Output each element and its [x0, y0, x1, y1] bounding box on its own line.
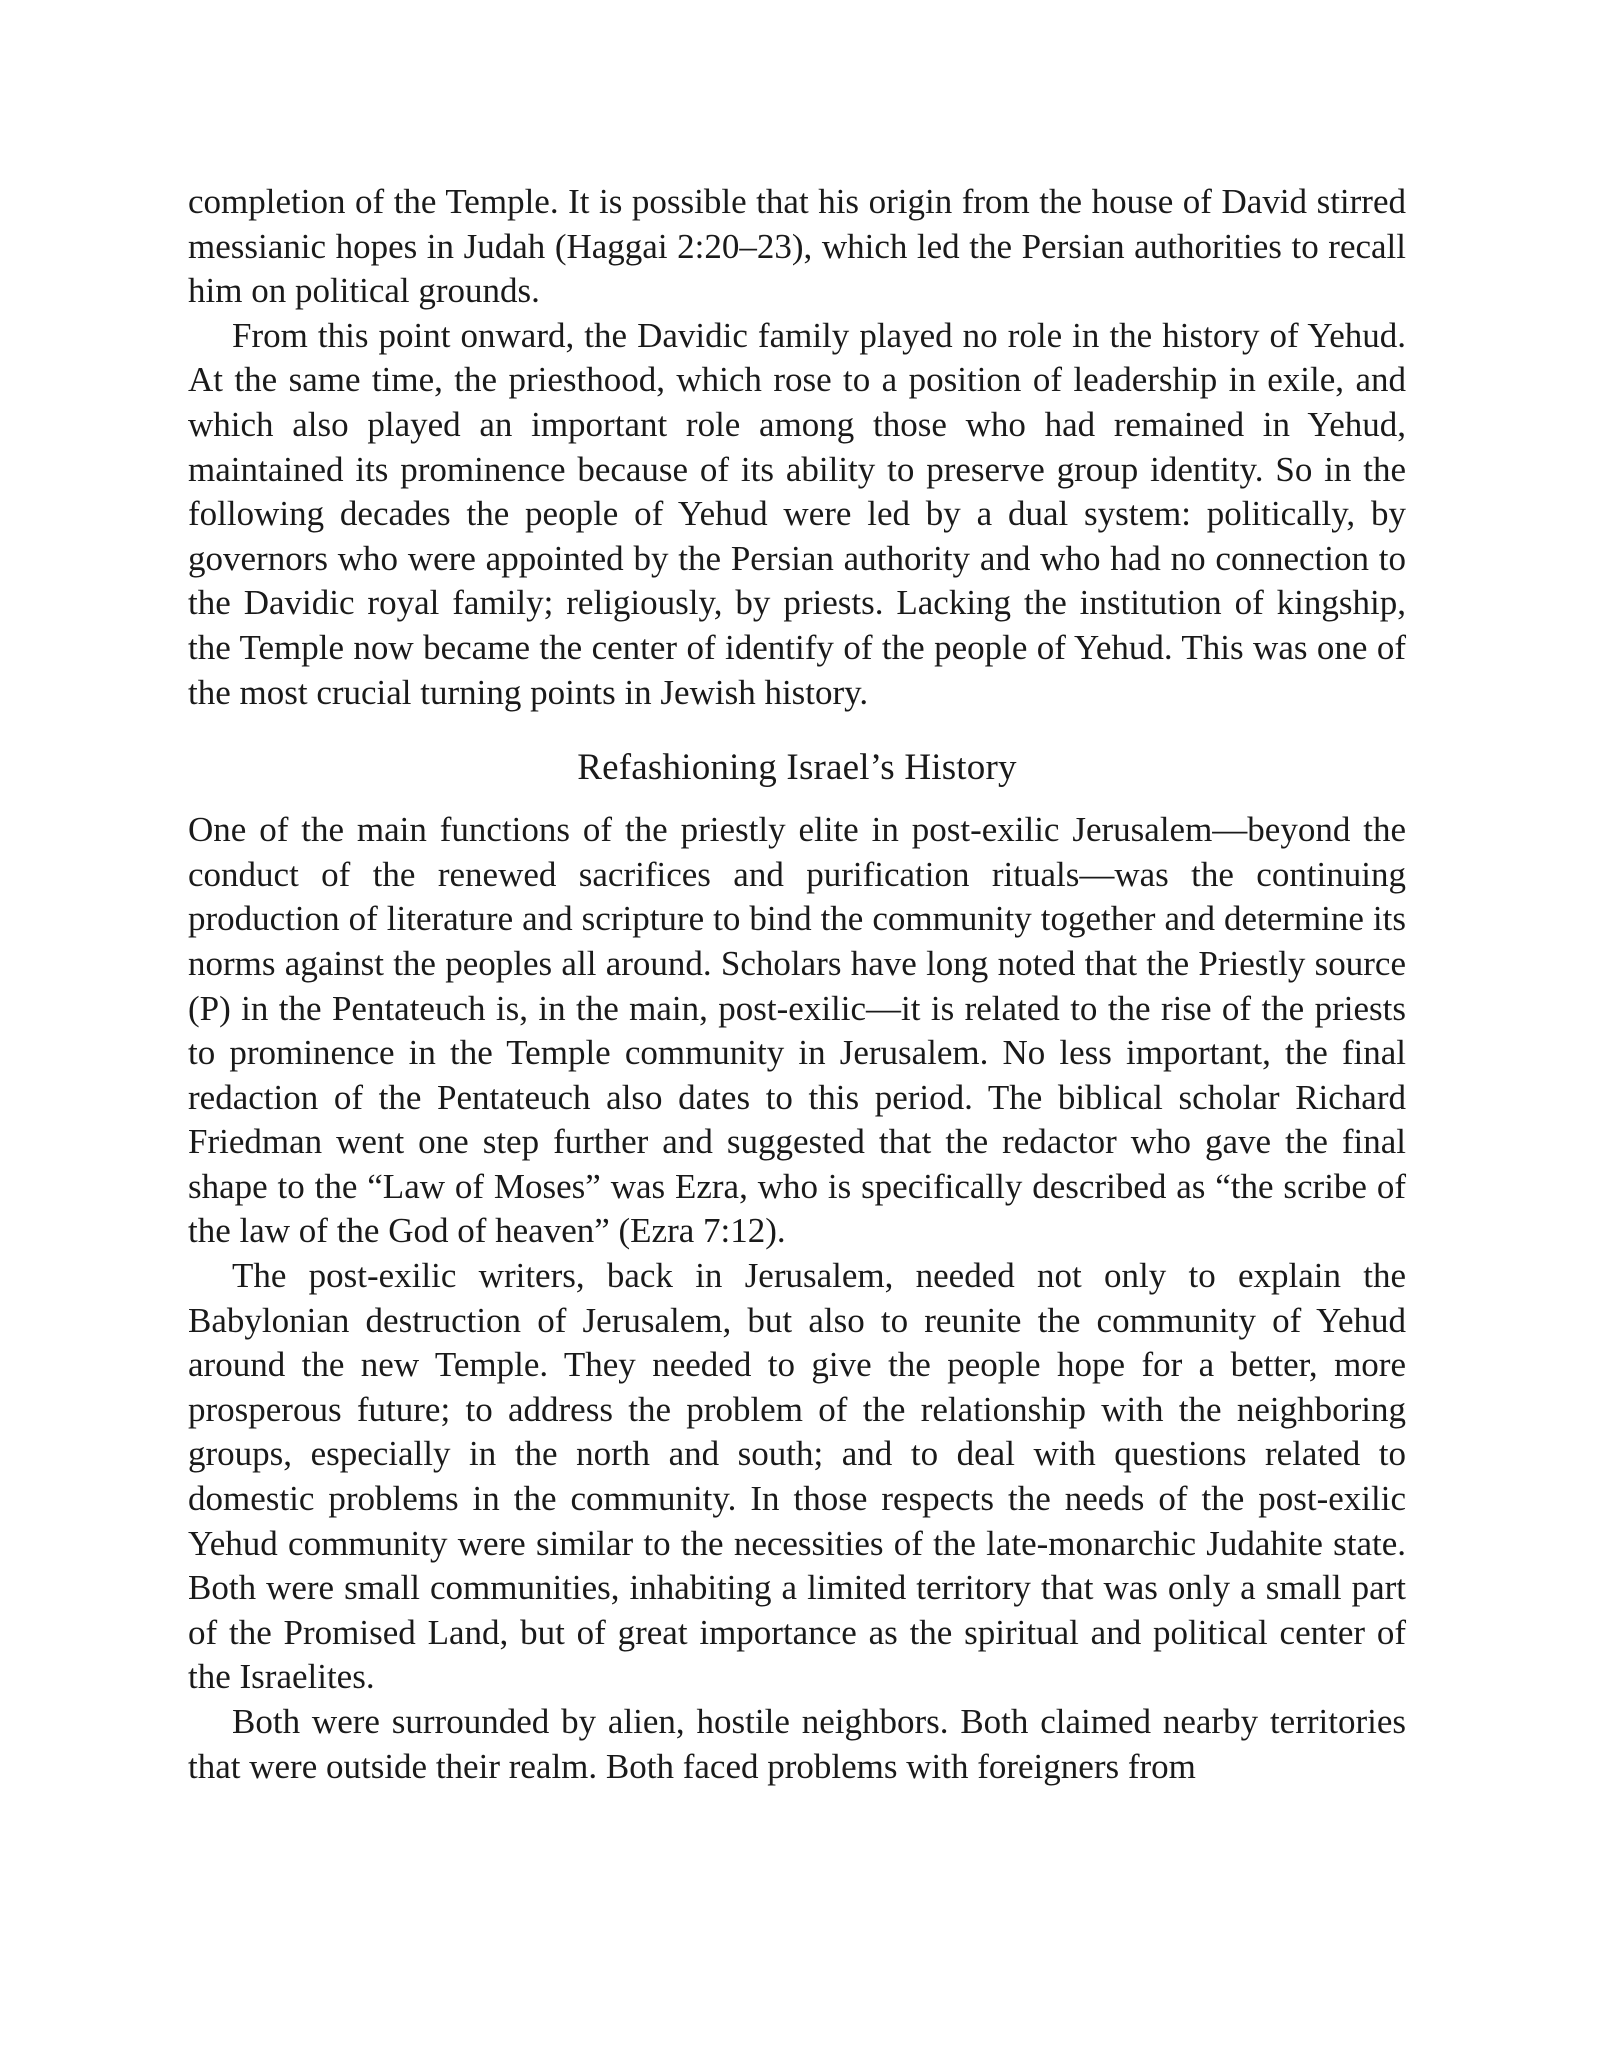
- paragraph-hostile-neighbors: Both were surrounded by alien, hostile neighbors. Both claimed nearby territories that were outside their realm. Both faced problems with foreigners from: [188, 1702, 1406, 1786]
- paragraph-priestly-elite: One of the main functions of the priestly elite in post-exilic Jerusalem—beyond the conduct of the renewed sacrifices and purification rituals—was the continuing production of literature and scripture to bind the community together and determine its norms against the peoples all around. Scholars have long noted that the Priestly source (P) in the Pentateuch is, in the main, post-exilic—it is related to the rise of the priests to prominence in the Temple community in Jerusalem. No less important, the final redaction of the Pentateuch also dates to this period. The biblical scholar Richard Friedman went one step further and suggested that the redactor who gave the final shape to the “Law of Moses” was Ezra, who is specifically described as “the scribe of the law of the God of heaven” (Ezra 7:12).: [188, 810, 1406, 1251]
- section-heading: Refashioning Israel’s History: [577, 747, 1017, 789]
- book-page: [188, 180, 1406, 1789]
- paragraph-post-exilic-writers: The post-exilic writers, back in Jerusalem, needed not only to explain the Babylonian destruction of Jerusalem, but also to reunite the community of Yehud around the new Temple. They needed to give the people hope for a better, more prosperous future; to address the problem of the relationship with the neighboring groups, especially in the north and south; and to deal with questions related to domestic problems in the community. In those respects the needs of the post-exilic Yehud community were similar to the necessities of the late-monarchic Judahite state. Both were small communities, inhabiting a limited territory that was only a small part of the Promised Land, but of great importance as the spiritual and political center of the Israelites.: [188, 1256, 1406, 1697]
- paragraph-davidic-family: From this point onward, the Davidic family played no role in the history of Yehud. At the same time, the priesthood, which rose to a position of leadership in exile, and which also played an important role among those who had remained in Yehud, maintained its prominence because of its ability to preserve group identity. So in the following decades the people of Yehud were led by a dual system: politically, by governors who were appointed by the Persian authority and who had no connection to the Davidic royal family; religiously, by priests. Lacking the institution of kingship, the Temple now became the center of identify of the people of Yehud. This was one of the most crucial turning points in Jewish history.: [188, 315, 1406, 712]
- paragraph-continuation: completion of the Temple. It is possible that his origin from the house of David stirred messianic hopes in Judah (Haggai 2:20–23), which led the Persian authorities to recall him on political grounds.: [188, 182, 1406, 311]
